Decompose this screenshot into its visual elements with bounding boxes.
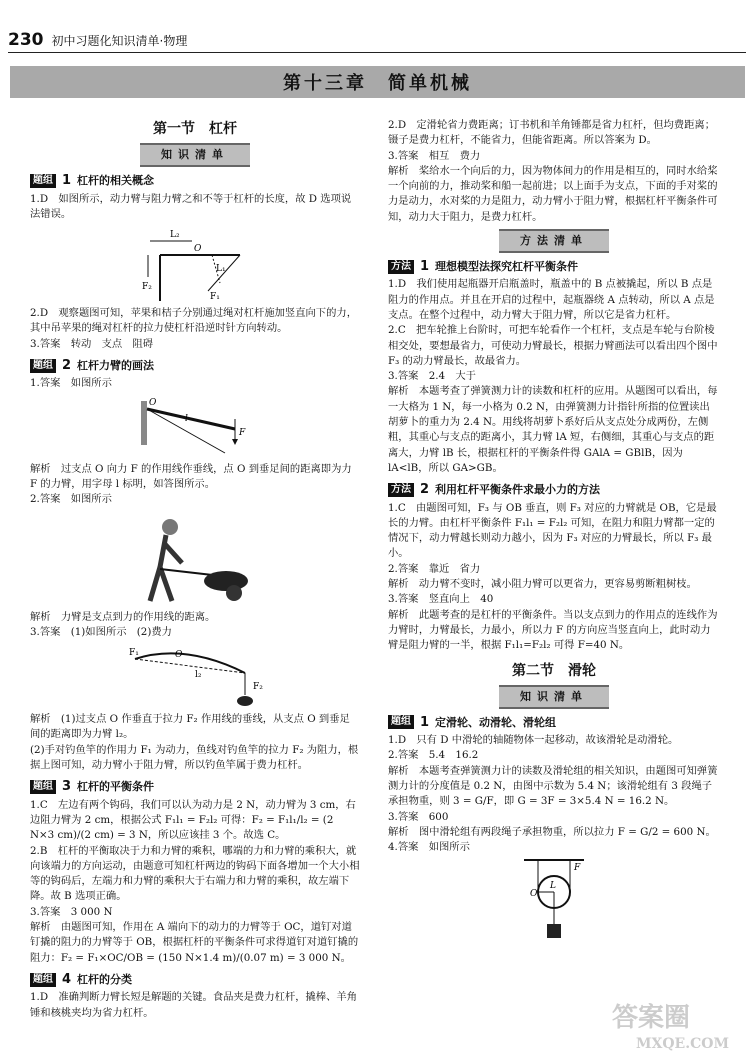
label-l: l	[185, 413, 188, 424]
label-l2: L₂	[170, 230, 180, 241]
topic-tag: 题组	[30, 780, 56, 794]
label-f2: F₂	[142, 282, 152, 293]
topic-title: 杠杆的分类	[77, 972, 133, 986]
label-o: O	[175, 650, 183, 661]
answer-paragraph: 3.答案 相互 费力	[388, 149, 481, 162]
answer-paragraph: 4.答案 如图所示	[388, 841, 470, 854]
knowledge-ribbon: 知识清单	[140, 143, 250, 167]
analysis-paragraph: 解析 桨给水一个向后的力，因为物体间力的作用是相互的，同时水给桨一个向前的力，推动桨和船一起前进；以上面手为支点，下面的手对桨的力是动力，水对桨的力是阻力，动力臂小于阻力臂，根据杠杆平衡条件可知，动力大于阻力，是费力杠杆。	[388, 164, 718, 223]
topic-heading-4	[30, 972, 360, 987]
page-header	[8, 28, 746, 53]
section-title: 第二节 滑轮	[512, 662, 596, 679]
answer-paragraph: 2.D 观察题图可知，苹果和桔子分别通过绳对杠杆施加竖直向下的力，其中吊苹果的绳对杠杆的拉力使杠杆沿逆时针方向转动。	[30, 307, 357, 335]
answer-paragraph: 2.答案 如图所示	[30, 493, 112, 506]
answer-paragraph: 2.答案 5.4 16.2	[388, 749, 479, 762]
label-l: L	[550, 881, 556, 892]
answer-paragraph: 1.D 准确判断力臂长短是解题的关键。食品夹是费力杠杆，撬棒、羊角锤和核桃夹均为省力杠杆。	[30, 991, 357, 1019]
topic-tag: 题组	[30, 973, 56, 987]
answer-paragraph: 3.答案 竖直向上 40	[388, 593, 494, 606]
topic-heading-pulley	[388, 715, 720, 730]
book-title: 初中习题化知识清单·物理	[51, 33, 188, 48]
answer-paragraph: 3.答案 (1)如图所示 (2)费力	[30, 625, 172, 638]
answer-paragraph: 2.D 定滑轮省力费距离；订书机和羊角锤都是省力杠杆，但均费距离；镊子是费力杠杆，不能省力，但能省距离。所以答案为 D。	[388, 119, 715, 147]
watermark-text: 答案圈	[612, 1003, 691, 1033]
chapter-title: 第十三章 简单机械	[283, 73, 472, 94]
topic-number: 1	[420, 714, 430, 730]
answer-paragraph: 1.D 我们使用起瓶器开启瓶盖时，瓶盖中的 B 点被撬起，所以 B 点是阻力的作用点。并且在开启的过程中，起瓶器绕 A 点转动，所以 A 点是支点。在整个过程中，动力臂大于阻力臂，所以它是省力杠杆。	[388, 278, 715, 321]
method-tag: 方法	[388, 260, 414, 274]
lever-figure-1	[130, 225, 260, 303]
topic-tag: 题组	[388, 715, 414, 729]
answer-paragraph: 3.答案 600	[388, 810, 449, 823]
label-o: O	[149, 397, 157, 408]
watermark-logo	[606, 996, 746, 1052]
answer-paragraph: 2.B 杠杆的平衡取决于力和力臂的乘积，哪端的力和力臂的乘积大，就向该端力的方向运动，由题意可知杠杆两边的钩码下面各增加一个大小相等的钩码后，左端力和力臂的乘积大于右端力和力臂的乘积，故左端下降。故 B 选项正确。	[30, 844, 360, 903]
method-heading-1	[388, 259, 720, 274]
pulley-figure	[504, 858, 604, 944]
section-title: 第一节 杠杆	[153, 121, 237, 137]
answer-paragraph: 1.C 由题图可知，F₃ 与 OB 垂直，则 F₃ 对应的力臂就是 OB，它是最长的力臂。由杠杆平衡条件 F₁l₁ = F₂l₂ 可知，在阻力和阻力臂都一定的情况下，动力臂越长则动力越小，因为 F₃ 对应的力臂最长，所以 F₃ 最小。	[388, 501, 717, 560]
topic-title: 杠杆力臂的画法	[77, 359, 155, 373]
page-number: 230	[8, 30, 44, 50]
analysis-paragraph: 解析 图中滑轮组有两段绳子承担物重，所以拉力 F = G/2 = 600 N。	[388, 825, 716, 838]
label-l2: l₂	[195, 670, 202, 681]
right-column	[388, 118, 720, 947]
topic-heading-3	[30, 779, 360, 794]
answer-paragraph: 2.答案 靠近 省力	[388, 562, 481, 575]
answer-paragraph: 1.D 如图所示，动力臂与阻力臂之和不等于杠杆的长度，故 D 选项说法错误。	[30, 192, 352, 220]
analysis-paragraph: 解析 (1)过支点 O 作垂直于拉力 F₂ 作用线的垂线，从支点 O 到垂足间的距离即为力臂 l₂。	[30, 713, 350, 741]
topic-heading-1	[30, 173, 360, 188]
analysis-paragraph: 解析 此题考查的是杠杆的平衡条件。当以支点到力的作用点的连线作为力臂时，力臂最长，力最小，所以力 F 的方向应当竖直向上，此时动力臂是阻力臂的一半，根据 F₁l₁=F₂l₂ 可得 F=40 N。	[388, 608, 718, 652]
topic-tag: 题组	[30, 359, 56, 373]
watermark-url: MXQE.COM	[636, 1036, 729, 1052]
label-f1: F₁	[129, 648, 139, 659]
method-number: 1	[420, 259, 430, 275]
topic-number: 3	[62, 779, 72, 795]
answer-paragraph: 3.答案 3 000 N	[30, 905, 113, 918]
topic-tag: 题组	[30, 174, 56, 188]
topic-number: 1	[62, 173, 72, 189]
label-f: F	[239, 427, 246, 438]
lever-figure-2	[125, 395, 265, 459]
knowledge-ribbon: 知识清单	[499, 685, 609, 709]
method-tag: 方法	[388, 483, 414, 497]
analysis-paragraph: 解析 由题图可知，作用在 A 端向下的动力的力臂等于 OC，道钉对道钉撬的阻力的力臂等于 OB，根据杠杆的平衡条件可求得道钉对道钉撬的阻力：F₂ = F₁×OC/OB = (150 N×1.4 m)/(0.07 m) = 3 000 N。	[30, 921, 359, 964]
method-heading-2	[388, 482, 720, 497]
label-f1: F₁	[210, 292, 220, 303]
topic-title: 定滑轮、动滑轮、滑轮组	[435, 715, 557, 729]
analysis-paragraph: 解析 动力臂不变时，减小阻力臂可以更省力，更容易剪断粗树枝。	[388, 578, 697, 591]
answer-paragraph: 1.C 左边有两个钩码，我们可以认为动力是 2 N，动力臂为 3 cm，右边阻力臂为 2 cm，根据公式 F₁l₁ = F₂l₂ 可得：F₂ = F₁l₁/l₂ = (2 N×3 cm)/(2 cm) = 3 N，所以应该挂 3 个。故选 C。	[30, 798, 356, 842]
method-number: 2	[420, 482, 430, 498]
label-o: O	[194, 244, 202, 255]
chapter-banner	[10, 66, 745, 98]
analysis-paragraph: 解析 力臂是支点到力的作用线的距离。	[30, 610, 216, 623]
answer-paragraph: 1.D 只有 D 中滑轮的轴随物体一起移动，故该滑轮是动滑轮。	[388, 734, 679, 747]
answer-paragraph: 1.答案 如图所示	[30, 377, 112, 390]
wheelbarrow-figure	[130, 511, 260, 607]
left-column	[30, 118, 360, 1021]
answer-paragraph: 3.答案 2.4 大于	[388, 370, 476, 383]
analysis-paragraph: 解析 过支点 O 向力 F 的作用线作垂线，点 O 到垂足间的距离即为力 F 的力臂，用字母 l 标明，如答图所示。	[30, 462, 352, 490]
answer-paragraph: 2.C 把车轮推上台阶时，可把车轮看作一个杠杆，支点是车轮与台阶棱相交处，要想最省力，可使动力臂最长，根据力臂画法可以看出四个图中 F₃ 的动力臂最长，故最省力。	[388, 324, 718, 367]
method-title: 利用杠杆平衡条件求最小力的方法	[435, 483, 601, 497]
topic-title: 杠杆的相关概念	[77, 174, 155, 188]
label-l1: L₁	[216, 264, 226, 275]
analysis-paragraph: (2)手对钓鱼竿的作用力 F₁ 为动力，鱼线对钓鱼竿的拉力 F₂ 为阻力，根据上图可知，动力臂小于阻力臂，所以钓鱼竿属于费力杠杆。	[30, 743, 359, 772]
analysis-paragraph: 解析 本题考查了弹簧测力计的读数和杠杆的应用。从题图可以看出，每一大格为 1 N，每一小格为 0.2 N，由弹簧测力计指针所指的位置读出胡萝卜的重力为 2.4 N。用线将胡萝卜系好后从支点处分成两份，左侧粗，其重心与支点的距离小，其力臂 lA 短，右侧细，其重心与支点的距离大，力臂 lB 长，根据杠杆的平衡条件得 GAlA = GBlB，因为 lA<lB，所以 GA>GB。	[388, 385, 718, 474]
label-f: F	[574, 863, 581, 874]
label-o: O	[530, 889, 538, 900]
analysis-paragraph: 解析 本题考查弹簧测力计的读数及滑轮组的相关知识，由题图可知弹簧测力计的分度值是 0.2 N，由图中示数为 5.4 N；该滑轮组有 3 段绳子承担物重，则 3 = G/F，即 G = 3F = 3×5.4 N = 16.2 N。	[388, 764, 718, 808]
topic-number: 4	[62, 971, 72, 987]
topic-number: 2	[62, 358, 72, 374]
label-f2: F₂	[253, 682, 263, 693]
method-ribbon: 方法清单	[499, 229, 609, 253]
topic-heading-2	[30, 358, 360, 373]
topic-title: 杠杆的平衡条件	[77, 780, 155, 794]
answer-paragraph: 3.答案 转动 支点 阻碍	[30, 337, 154, 350]
method-title: 理想模型法探究杠杆平衡条件	[435, 260, 579, 274]
fishing-rod-figure	[115, 643, 275, 709]
